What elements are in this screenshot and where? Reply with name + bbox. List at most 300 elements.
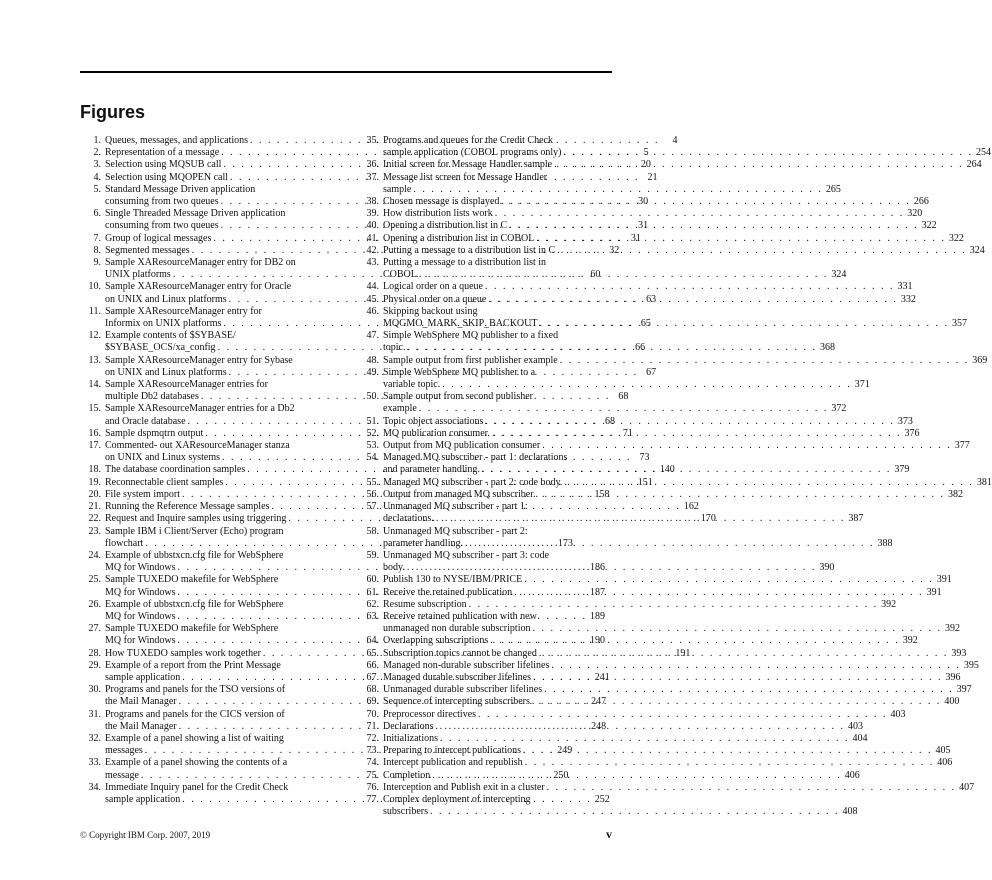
figure-title-line: Sample TUXEDO makefile for WebSphere bbox=[105, 623, 279, 635]
figure-page-link[interactable]: 395 bbox=[963, 659, 979, 671]
figure-number: 20. bbox=[88, 488, 101, 500]
figure-page-link[interactable]: 68 bbox=[618, 391, 629, 403]
figure-entry[interactable] bbox=[358, 781, 975, 794]
figure-entry[interactable] bbox=[358, 586, 942, 599]
figure-title-line: Example of a report from the Print Message bbox=[105, 659, 281, 671]
figure-entry[interactable] bbox=[358, 610, 960, 635]
header-rule bbox=[80, 71, 612, 73]
figure-page-link[interactable]: 396 bbox=[945, 671, 961, 683]
figure-number: 64. bbox=[366, 635, 379, 647]
dot-leader bbox=[544, 684, 954, 696]
figure-title-line: Sample XAResourceManager entries for bbox=[105, 379, 268, 391]
dot-leader bbox=[554, 159, 964, 171]
figure-title-line: Initial screen for Message Handler sample bbox=[383, 159, 553, 171]
figure-page-link[interactable]: 32 bbox=[609, 244, 620, 256]
figure-entry[interactable] bbox=[358, 757, 953, 769]
figure-page-link[interactable]: 60 bbox=[590, 269, 601, 281]
figure-entry[interactable] bbox=[358, 684, 972, 696]
dot-leader bbox=[536, 489, 946, 501]
dot-leader bbox=[539, 648, 949, 660]
dot-leader bbox=[560, 355, 970, 367]
figure-page-link[interactable]: 247 bbox=[591, 696, 607, 708]
figure-title-line: Managed MQ subscriber - part 2: code body. bbox=[383, 476, 563, 488]
figure-number: 49. bbox=[366, 366, 379, 378]
figure-page-link[interactable]: 381 bbox=[976, 476, 992, 488]
figure-page-link[interactable]: 189 bbox=[590, 610, 606, 622]
figure-title-line: on UNIX and Linux platforms bbox=[105, 366, 227, 378]
figure-title-line: Single Threaded Message Driven application bbox=[105, 208, 286, 220]
figure-title-line: MQ for Windows bbox=[105, 562, 176, 574]
figure-title-line: on UNIX and Linux systems bbox=[105, 452, 220, 464]
figure-entry[interactable] bbox=[358, 635, 918, 647]
figure-title-line: How TUXEDO samples work together bbox=[105, 647, 261, 659]
figure-title-line: Example of ubbstxcn.cfg file for WebSphere bbox=[105, 598, 284, 610]
figure-number: 72. bbox=[366, 732, 379, 744]
figure-title-line: sample application bbox=[105, 793, 181, 805]
figure-number: 43. bbox=[366, 257, 379, 269]
figure-page-link[interactable]: 392 bbox=[902, 635, 918, 647]
figure-entry[interactable] bbox=[358, 659, 979, 672]
figure-entry[interactable] bbox=[358, 574, 952, 586]
figure-title-line: MQ publication consumer. bbox=[383, 427, 490, 439]
figure-title-line: Unmanaged MQ subscriber - part 3: code bbox=[383, 549, 550, 561]
figure-title-line: Request and Inquire samples using triggering bbox=[105, 513, 287, 525]
figure-page-link[interactable]: 252 bbox=[594, 793, 610, 805]
copyright-notice: © Copyright IBM Corp. 2007, 2019 bbox=[80, 830, 211, 840]
dot-leader bbox=[539, 318, 949, 330]
figure-number: 38. bbox=[366, 196, 379, 208]
dot-leader bbox=[436, 513, 846, 525]
figure-page-link[interactable]: 331 bbox=[897, 281, 913, 293]
figure-page-link[interactable]: 65 bbox=[640, 318, 651, 330]
figure-title-line: topic. bbox=[383, 342, 406, 354]
figure-entry[interactable] bbox=[358, 671, 961, 684]
figure-number: 28. bbox=[88, 647, 101, 659]
figure-title-line: unmanaged non durable subscription bbox=[383, 623, 531, 635]
figure-page-link[interactable]: 71 bbox=[622, 427, 633, 439]
figure-number: 26. bbox=[88, 598, 101, 610]
figure-number: 40. bbox=[366, 220, 379, 232]
dot-leader bbox=[557, 245, 967, 257]
figure-page-link[interactable]: 322 bbox=[948, 232, 964, 244]
figure-number: 19. bbox=[88, 476, 101, 488]
figure-page-link[interactable]: 186 bbox=[590, 562, 606, 574]
dot-leader bbox=[532, 623, 942, 635]
dot-leader bbox=[490, 635, 900, 647]
dot-leader bbox=[495, 208, 905, 220]
figure-page-link[interactable]: 190 bbox=[590, 635, 606, 647]
figure-number: 75. bbox=[366, 769, 379, 781]
figure-title-line: Informix on UNIX platforms bbox=[105, 318, 222, 330]
figure-page-link[interactable]: 248 bbox=[591, 720, 607, 732]
figure-entry[interactable] bbox=[358, 135, 991, 159]
figure-page-link[interactable]: 162 bbox=[683, 501, 699, 513]
figure-number: 48. bbox=[366, 354, 379, 366]
figure-number: 18. bbox=[88, 464, 101, 476]
dot-leader bbox=[563, 147, 973, 159]
figure-number: 61. bbox=[366, 586, 379, 598]
dot-leader bbox=[547, 782, 957, 794]
dot-leader bbox=[532, 696, 942, 708]
dot-leader bbox=[536, 233, 946, 245]
figure-number: 65. bbox=[366, 647, 379, 659]
figure-entry[interactable] bbox=[358, 354, 988, 367]
figure-title-line: Sample TUXEDO makefile for WebSphere bbox=[105, 574, 279, 586]
figure-title-line: Simple WebSphere MQ publisher to a bbox=[383, 366, 536, 378]
figure-entry[interactable] bbox=[358, 793, 858, 818]
figure-page-link[interactable]: 266 bbox=[913, 196, 929, 208]
figure-number: 3. bbox=[93, 159, 101, 171]
figure-title-line: body. bbox=[383, 562, 405, 574]
figure-title-line: Putting a message to a distribution list in C bbox=[383, 244, 556, 256]
dot-leader bbox=[564, 477, 974, 489]
figure-title-line: Managed durable subscriber lifelines bbox=[383, 671, 532, 683]
figure-number: 41. bbox=[366, 232, 379, 244]
figure-title-line: Message list screen for Message Handler bbox=[383, 171, 548, 183]
figure-number: 62. bbox=[366, 598, 379, 610]
dot-leader bbox=[407, 562, 817, 574]
figure-number: 56. bbox=[366, 488, 379, 500]
figure-page-link[interactable]: 393 bbox=[951, 647, 967, 659]
dot-leader bbox=[465, 538, 875, 550]
dot-leader bbox=[442, 379, 852, 391]
figure-title-line: Output from MQ publication consumer bbox=[383, 440, 541, 452]
dot-leader bbox=[419, 403, 829, 415]
figure-title-line: Subscription topics cannot be changed bbox=[383, 647, 537, 659]
figure-number: 59. bbox=[366, 549, 379, 561]
figure-number: 12. bbox=[88, 330, 101, 342]
figure-title-line: Overlapping subscriptions bbox=[383, 635, 489, 647]
figure-title-line: MQ for Windows bbox=[105, 610, 176, 622]
figure-page-link[interactable]: 254 bbox=[975, 147, 991, 159]
figure-title-line: subscribers bbox=[383, 806, 428, 818]
figure-title-line: on UNIX and Linux platforms bbox=[105, 293, 227, 305]
figure-title-line: Preprocessor directives bbox=[383, 708, 477, 720]
figure-page-link[interactable]: 404 bbox=[852, 732, 868, 744]
figure-title-line: Sequence of intercepting subscribers bbox=[383, 696, 530, 708]
figure-page-link[interactable]: 67 bbox=[646, 366, 657, 378]
dot-leader bbox=[469, 599, 879, 611]
figure-page-link[interactable]: 403 bbox=[848, 720, 864, 732]
dot-leader bbox=[482, 464, 892, 476]
figure-page-link[interactable]: 158 bbox=[594, 488, 610, 500]
figure-page-link[interactable]: 357 bbox=[951, 318, 967, 330]
figure-number: 37. bbox=[366, 171, 379, 183]
figure-title-line: consuming from two queues bbox=[105, 220, 219, 232]
dot-leader bbox=[533, 672, 943, 684]
figure-page-link[interactable]: 249 bbox=[557, 745, 573, 757]
figure-number: 57. bbox=[366, 501, 379, 513]
figure-number: 13. bbox=[88, 354, 101, 366]
figure-number: 7. bbox=[93, 232, 101, 244]
figure-title-line: MQ for Windows bbox=[105, 586, 176, 598]
figure-page-link[interactable]: 140 bbox=[659, 464, 675, 476]
figure-number: 39. bbox=[366, 208, 379, 220]
figure-title-line: Unmanaged durable subscriber lifelines bbox=[383, 684, 543, 696]
figure-number: 53. bbox=[366, 440, 379, 452]
figure-title-line: File system import bbox=[105, 488, 180, 500]
figure-entry[interactable] bbox=[358, 208, 923, 220]
figure-number: 9. bbox=[93, 257, 101, 269]
figure-number: 68. bbox=[366, 684, 379, 696]
dot-leader bbox=[542, 440, 952, 452]
figure-entry[interactable] bbox=[358, 598, 897, 611]
figure-title-line: declarations. bbox=[383, 513, 434, 525]
figure-number: 76. bbox=[366, 781, 379, 793]
figure-number: 54. bbox=[366, 452, 379, 464]
figure-page-link[interactable]: 191 bbox=[675, 647, 691, 659]
figure-title-line: Simple WebSphere MQ publisher to a fixed bbox=[383, 330, 559, 342]
figure-page-link[interactable]: 400 bbox=[944, 696, 960, 708]
figure-title-line: Logical order on a queue bbox=[383, 281, 483, 293]
figure-title-line: flowchart bbox=[105, 537, 144, 549]
figure-title-line: the Mail Manager bbox=[105, 696, 177, 708]
figure-title-line: Selection using MQSUB call bbox=[105, 159, 222, 171]
figure-page-link[interactable]: 373 bbox=[897, 415, 913, 427]
figure-title-line: Preparing to intercept publications bbox=[383, 745, 522, 757]
figure-title-line: Programs and panels for the CICS version of bbox=[105, 708, 285, 720]
figure-entry[interactable] bbox=[358, 769, 860, 782]
figure-title-line: Skipping backout using bbox=[383, 305, 478, 317]
figure-title-line: Queues, messages, and applications bbox=[105, 135, 249, 146]
figure-title-line: Putting a message to a distribution list in bbox=[383, 257, 547, 269]
figure-page-link[interactable]: 241 bbox=[594, 671, 610, 683]
figure-number: 25. bbox=[88, 574, 101, 586]
page-number: v bbox=[606, 827, 612, 841]
figure-title-line: Complex deployment of intercepting bbox=[383, 793, 531, 805]
figure-title-line: Selection using MQOPEN call bbox=[105, 171, 229, 183]
figure-page-link[interactable]: 391 bbox=[936, 574, 952, 586]
figure-title-line: Programs and panels for the TSO versions of bbox=[105, 684, 286, 696]
figure-page-link[interactable]: 31 bbox=[638, 220, 649, 232]
figure-page-link[interactable]: 392 bbox=[881, 598, 897, 610]
figure-number: 14. bbox=[88, 379, 101, 391]
figure-title-line: Managed non-durable subscriber lifelines bbox=[383, 659, 550, 671]
figure-page-link[interactable]: 392 bbox=[944, 623, 960, 635]
figure-number: 33. bbox=[88, 757, 101, 769]
figure-page-link[interactable]: 4 bbox=[672, 135, 678, 146]
figure-number: 22. bbox=[88, 513, 101, 525]
figure-page-link[interactable]: 408 bbox=[842, 806, 858, 818]
figure-page-link[interactable]: 173 bbox=[557, 537, 573, 549]
figure-number: 47. bbox=[366, 330, 379, 342]
dot-leader bbox=[488, 294, 898, 306]
dot-leader bbox=[551, 660, 961, 672]
figure-page-link[interactable]: 376 bbox=[904, 427, 920, 439]
figure-entry[interactable] bbox=[358, 525, 893, 550]
figure-page-link[interactable]: 377 bbox=[954, 440, 970, 452]
figure-page-link[interactable]: 322 bbox=[921, 220, 937, 232]
figure-page-link[interactable]: 371 bbox=[854, 379, 870, 391]
figure-page-link[interactable]: 20 bbox=[640, 159, 651, 171]
figure-title-line: Example of a panel showing the contents of a bbox=[105, 757, 288, 769]
figure-number: 35. bbox=[366, 135, 379, 146]
figure-number: 74. bbox=[366, 757, 379, 769]
figure-entry[interactable] bbox=[358, 708, 906, 721]
figure-number: 27. bbox=[88, 623, 101, 635]
figure-title-line: Sample XAResourceManager entry for Oracle bbox=[105, 281, 292, 293]
figure-entry[interactable] bbox=[358, 488, 964, 501]
figure-number: 17. bbox=[88, 440, 101, 452]
figure-page-link[interactable]: 151 bbox=[637, 476, 653, 488]
figure-page-link[interactable]: 30 bbox=[638, 196, 649, 208]
figure-page-link[interactable]: 187 bbox=[590, 586, 606, 598]
dot-leader bbox=[408, 342, 818, 354]
figure-title-line: Resume subscription bbox=[383, 598, 467, 610]
figure-page-link[interactable]: 397 bbox=[956, 684, 972, 696]
figure-title-line: Example contents of $SYBASE/ bbox=[105, 330, 236, 342]
figure-title-line: example bbox=[383, 403, 417, 415]
figure-page-link[interactable]: 390 bbox=[819, 562, 835, 574]
figure-page-link[interactable]: 324 bbox=[969, 244, 985, 256]
figure-entry[interactable] bbox=[358, 732, 868, 745]
figure-title-line: Example of a panel showing a list of waiting bbox=[105, 732, 284, 744]
dot-leader bbox=[501, 196, 911, 208]
dot-leader bbox=[509, 220, 919, 232]
figure-page-link[interactable]: 382 bbox=[948, 488, 964, 500]
figure-number: 32. bbox=[88, 732, 101, 744]
figure-title-line: $SYBASE_OCS/xa_config bbox=[105, 342, 216, 354]
figure-title-line: message bbox=[105, 769, 139, 781]
figure-title-line: Unmanaged MQ subscriber - part 1: bbox=[383, 501, 528, 513]
figure-number: 77. bbox=[366, 793, 379, 805]
figure-page-link[interactable]: 388 bbox=[877, 537, 893, 549]
figure-number: 66. bbox=[366, 659, 379, 671]
figure-title-line: Representation of a message bbox=[105, 147, 220, 159]
figure-page-link[interactable]: 31 bbox=[630, 232, 641, 244]
figure-title-line: Declarations bbox=[383, 720, 434, 732]
figure-page-link[interactable]: 68 bbox=[605, 415, 616, 427]
dot-leader bbox=[485, 416, 895, 428]
figure-page-link[interactable]: 406 bbox=[937, 757, 953, 769]
figure-entry[interactable] bbox=[358, 281, 913, 293]
figure-entry[interactable] bbox=[358, 244, 985, 257]
figure-page-link[interactable]: 372 bbox=[831, 403, 847, 415]
figure-page-link[interactable]: 403 bbox=[890, 708, 906, 720]
figure-page-link[interactable]: 264 bbox=[966, 159, 982, 171]
figure-title-line: Sample output from second publisher bbox=[383, 391, 533, 403]
figure-title-line: Interception and Publish exit in a cluster bbox=[383, 781, 545, 793]
dot-leader bbox=[525, 757, 935, 769]
dot-leader bbox=[440, 733, 850, 745]
figure-page-link[interactable]: 73 bbox=[639, 452, 650, 464]
figure-title-line: Output from managed MQ subscriber bbox=[383, 488, 534, 500]
figure-title-line: Initializations bbox=[383, 732, 438, 744]
dot-leader bbox=[492, 428, 902, 440]
dot-leader bbox=[523, 745, 933, 757]
figure-number: 63. bbox=[366, 610, 379, 622]
figure-title-line: the Mail Manager bbox=[105, 720, 177, 732]
figure-title-line: parameter handling. bbox=[383, 537, 463, 549]
figure-title-line: Managed MQ subscriber - part 1: declarations bbox=[383, 452, 568, 464]
figure-page-link[interactable]: 369 bbox=[972, 354, 988, 366]
figure-number: 6. bbox=[93, 208, 101, 220]
figure-title-line: Topic object associations bbox=[383, 415, 484, 427]
figure-number: 44. bbox=[366, 281, 379, 293]
figure-title-line: consuming from two queues bbox=[105, 196, 219, 208]
figure-number: 50. bbox=[366, 391, 379, 403]
figure-page-link[interactable]: 379 bbox=[894, 464, 910, 476]
figure-page-link[interactable]: 405 bbox=[935, 745, 951, 757]
figure-page-link[interactable]: 66 bbox=[635, 342, 646, 354]
figure-page-link[interactable]: 387 bbox=[848, 513, 864, 525]
figure-page-link[interactable]: 332 bbox=[900, 293, 916, 305]
figure-title-line: Sample XAResourceManager entry for Sybase bbox=[105, 354, 293, 366]
figure-number: 55. bbox=[366, 476, 379, 488]
figure-entry[interactable] bbox=[358, 415, 913, 428]
figure-title-line: Immediate Inquiry panel for the Credit Check bbox=[105, 781, 289, 793]
figure-number: 4. bbox=[93, 171, 101, 183]
figure-number: 46. bbox=[366, 305, 379, 317]
figure-title-line: Sample dspmqtrn output bbox=[105, 427, 204, 439]
figure-number: 31. bbox=[88, 708, 101, 720]
figure-entry[interactable] bbox=[358, 696, 960, 708]
figure-page-link[interactable]: 265 bbox=[825, 183, 841, 195]
figure-number: 10. bbox=[88, 281, 101, 293]
figure-page-link[interactable]: 320 bbox=[907, 208, 923, 220]
figure-title-line: Physical order on a queue bbox=[383, 293, 487, 305]
dot-leader bbox=[436, 721, 846, 733]
figure-number: 52. bbox=[366, 427, 379, 439]
figure-title-line: messages bbox=[105, 745, 143, 757]
figure-title-line: Opening a distribution list in C bbox=[383, 220, 508, 232]
figure-title-line: The database coordination samples bbox=[105, 464, 246, 476]
dot-leader bbox=[485, 281, 895, 293]
figure-page-link[interactable]: 407 bbox=[959, 781, 975, 793]
dot-leader bbox=[478, 709, 888, 721]
figure-title-line: COBOL bbox=[383, 269, 417, 281]
figure-page-link[interactable]: 324 bbox=[831, 269, 847, 281]
figure-title-line: sample application bbox=[105, 671, 181, 683]
figure-number: 11. bbox=[88, 305, 101, 317]
figure-entry[interactable] bbox=[358, 257, 847, 281]
figure-entry[interactable] bbox=[358, 440, 970, 452]
figure-number: 2. bbox=[93, 147, 101, 159]
figure-number: 8. bbox=[93, 244, 101, 256]
figure-number: 42. bbox=[366, 244, 379, 256]
figure-title-line: Programs and queues for the Credit Check bbox=[383, 135, 553, 146]
figure-entry[interactable] bbox=[358, 745, 951, 757]
figure-number: 15. bbox=[88, 403, 101, 415]
page-title: Figures bbox=[80, 102, 146, 122]
figure-entry[interactable] bbox=[358, 720, 864, 733]
figure-page-link[interactable]: 250 bbox=[553, 769, 569, 781]
figure-page-link[interactable]: 21 bbox=[647, 171, 658, 183]
figure-entry[interactable] bbox=[358, 549, 835, 574]
figure-number: 71. bbox=[366, 720, 379, 732]
figure-title-line: Opening a distribution list in COBOL bbox=[383, 232, 535, 244]
figure-number: 23. bbox=[88, 525, 101, 537]
figure-number: 51. bbox=[366, 415, 379, 427]
figure-page-link[interactable]: 5 bbox=[643, 147, 649, 159]
figure-title-line: Reconnectable client samples bbox=[105, 476, 224, 488]
figure-page-link[interactable]: 391 bbox=[926, 586, 942, 598]
figure-title-line: sample bbox=[383, 183, 412, 195]
figure-number: 5. bbox=[93, 183, 101, 195]
figure-title-line: Unmanaged MQ subscriber - part 2: bbox=[383, 525, 528, 537]
figure-title-line: Running the Reference Message samples bbox=[105, 501, 270, 513]
dot-leader bbox=[524, 574, 934, 586]
figure-page-link[interactable]: 170 bbox=[700, 513, 716, 525]
figure-title-line: MQ for Windows bbox=[105, 635, 176, 647]
figure-page-link[interactable]: 63 bbox=[646, 293, 657, 305]
figure-page-link[interactable]: 368 bbox=[820, 342, 835, 354]
dot-leader bbox=[430, 806, 840, 818]
figure-title-line: Group of logical messages bbox=[105, 232, 212, 244]
figure-number: 21. bbox=[88, 501, 101, 513]
figure-page-link[interactable]: 406 bbox=[844, 769, 860, 781]
figure-number: 60. bbox=[366, 574, 379, 586]
